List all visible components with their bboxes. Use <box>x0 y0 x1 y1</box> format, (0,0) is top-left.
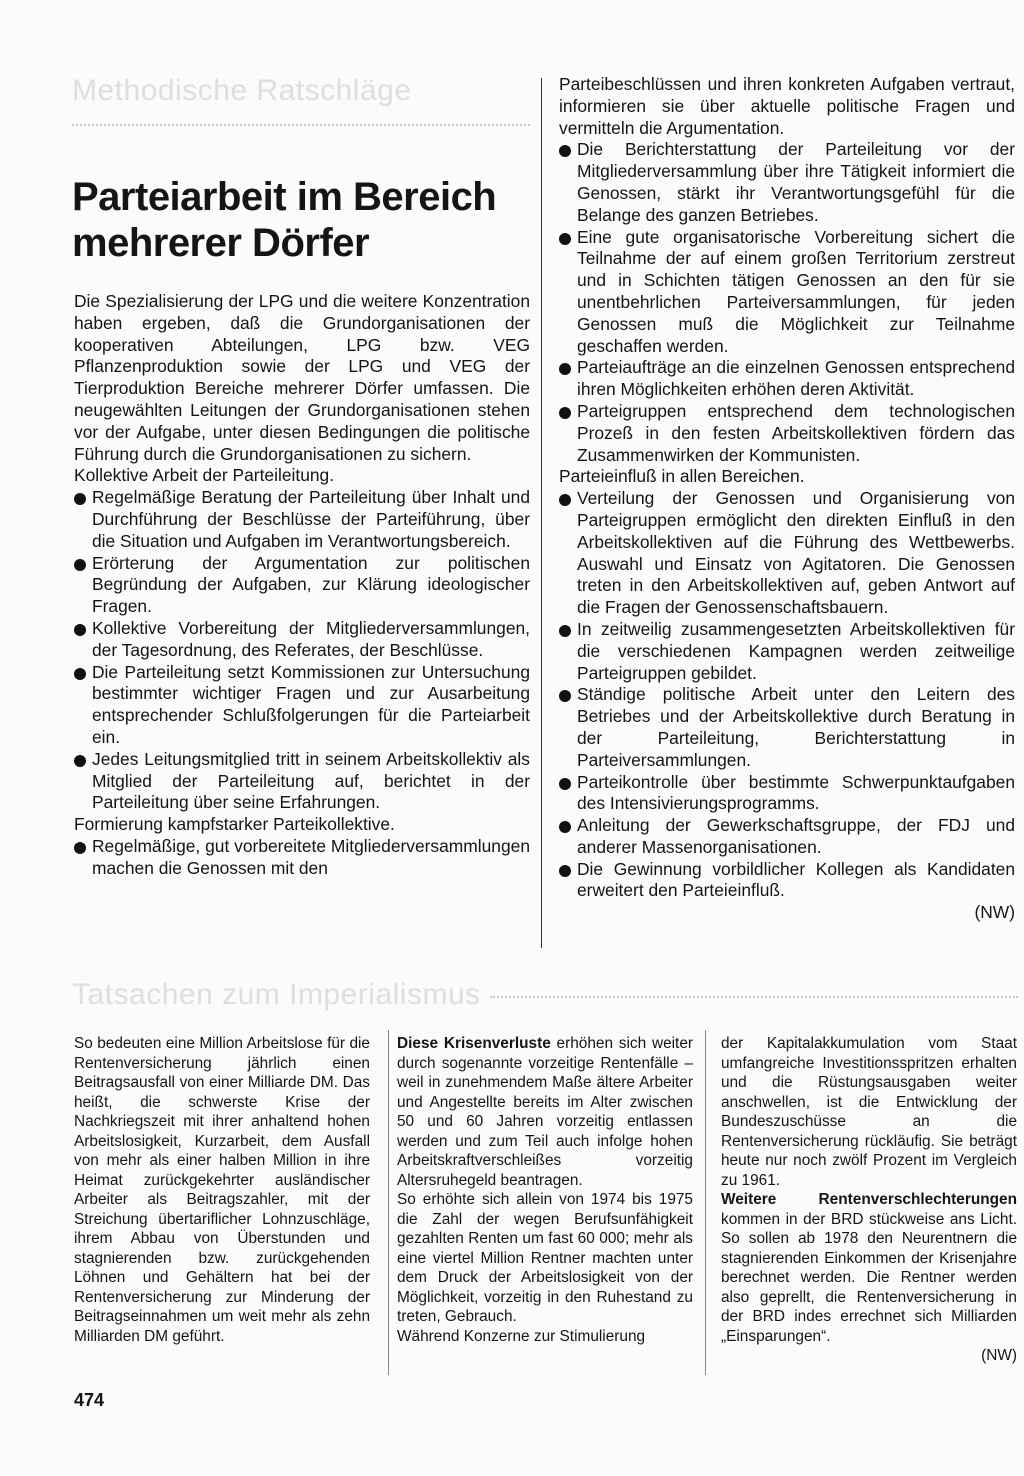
bullet-text: Jedes Leitungsmitglied tritt in seinem Arbeitskollektiv als Mitglied der Parteileitung auf, berichtet in der Parteileitung über seine Erfahrungen. <box>92 748 530 813</box>
paragraph: Formierung kampfstarker Parteikollektive. <box>74 814 395 835</box>
paragraph <box>721 1034 1017 1190</box>
author-signature: (NW) <box>981 1347 1017 1364</box>
paragraph-text: Während Konzerne zur Stimulierung <box>397 1327 646 1345</box>
lead-in: Weitere Rentenverschlechterungen <box>721 1191 1017 1208</box>
bullet-icon <box>559 865 571 877</box>
bullet-item <box>74 749 530 814</box>
bullet-item <box>559 772 1015 816</box>
bullet-icon <box>559 778 571 790</box>
paragraph <box>721 1190 1017 1366</box>
bullet-text: Parteikontrolle über bestimmte Schwerpunktaufgaben des Intensivierungsprogramms. <box>577 771 1015 814</box>
bullet-text: Anleitung der Gewerkschaftsgruppe, der FDJ und anderer Massenorganisationen. <box>577 815 1015 857</box>
paragraph <box>397 1190 693 1327</box>
bullet-text: Parteigruppen entsprechend dem technologischen Prozeß in den festen Arbeitskollektiven fördern das Zusammenwirken der Kommunisten. <box>577 400 1015 465</box>
bullet-item <box>559 139 1015 226</box>
bullet-item <box>559 619 1015 684</box>
bullet-icon <box>74 624 86 636</box>
bullet-item <box>559 859 1015 924</box>
header-dotted-rule <box>72 124 530 126</box>
article-title: Parteiarbeit im Bereich mehrerer Dörfer <box>72 175 497 265</box>
bullet-text: Regelmäßige, gut vorbereitete Mitgliederversammlungen machen die Genossen mit den <box>92 835 530 878</box>
bullet-item <box>74 662 530 749</box>
article-right-column <box>559 74 1015 924</box>
bullet-item <box>74 553 530 618</box>
facts-column-2 <box>397 1034 693 1346</box>
section-header-tatsachen: Tatsachen zum Imperialismus <box>72 978 481 1011</box>
bullet-item <box>559 401 1015 466</box>
paragraph: Parteieinfluß in allen Bereichen. <box>559 466 805 487</box>
bullet-icon <box>559 145 571 157</box>
paragraph-text: erhöhen sich weiter durch sogenannte vorzeitige Rentenfälle – weil in zunehmendem Maße ältere Arbeiter und Angestellte bereits im Alter zwischen 50 und 60 Jahren vorzeitig entlassen werden und zum Teil auch infolge hohen Arbeitskraftverschleißes vorzeitig Altersruhegeld beantragen. <box>397 1035 694 1189</box>
column-divider <box>705 1030 706 1375</box>
bullet-text: Die Gewinnung vorbildlicher Kollegen als Kandidaten erweitert den Parteieinfluß. <box>577 858 1015 901</box>
bullet-text: Ständige politische Arbeit unter den Leitern des Betriebes und der Arbeitskollektive durch Beratung in der Parteileitung, Berichterstattung in Parteiversammlungen. <box>577 684 1015 770</box>
bullet-item <box>74 487 530 552</box>
paragraph-text: der Kapitalakkumulation vom Staat umfangreiche Investitionsspritzen erhalten und die Rüstungsausgaben weiter anschwellen, ist die Entwicklung der Bundeszuschüsse an die Rentenversicherung rückläufig. Sie beträgt heute nur noch zwölf Prozent im Vergleich zu 1961. <box>721 1035 1017 1189</box>
paragraph: Die Spezialisierung der LPG und die weitere Konzentration haben ergeben, daß die Grundorganisationen der kooperativen Abteilungen, LPG bzw. VEG Pflanzenproduktion sowie der LPG und VEG der Tierproduktion Bereiche mehrerer Dörfer umfassen. Die neugewählten Leitungen der Grundorganisationen stehen vor der Aufgabe, unter diesen Bedingungen die politische Führung durch die Grundorganisationen zu sichern. <box>74 291 530 464</box>
bullet-item <box>74 836 530 880</box>
bullet-icon <box>74 559 86 571</box>
author-signature: (NW) <box>974 902 1015 923</box>
paragraph: Kollektive Arbeit der Parteileitung. <box>74 465 335 486</box>
bullet-icon <box>559 233 571 245</box>
column-divider <box>388 1030 389 1375</box>
bullet-text: Die Berichterstattung der Parteileitung vor der Mitgliederversammlung über ihre Tätigkeit informiert die Genossen, stärkt ihr Verantwortungsgefühl für die Belange des ganzen Betriebes. <box>577 139 1015 225</box>
bullet-text: In zeitweilig zusammengesetzten Arbeitskollektiven für die verschiedenen Kampagnen werden zeitweilige Parteigruppen gebildet. <box>577 618 1015 683</box>
bullet-text: Parteiaufträge an die einzelnen Genossen entsprechend ihren Möglichkeiten erhöhen deren Aktivität. <box>577 357 1015 400</box>
paragraph <box>397 1034 693 1190</box>
bullet-icon <box>559 821 571 833</box>
bullet-item <box>74 618 530 662</box>
paragraph <box>397 1327 693 1347</box>
bullet-item <box>559 357 1015 401</box>
bullet-icon <box>74 842 86 854</box>
bullet-item <box>559 227 1015 358</box>
bullet-icon <box>559 363 571 375</box>
bullet-item <box>559 815 1015 859</box>
bullet-text: Verteilung der Genossen und Organisierung von Parteigruppen ermöglicht den direkten Einfluß in den Arbeitskollektiven auf die Führung des Wettbewerbs. Auswahl und Einsatz von Agitatoren. Die Genossen treten in den Arbeitskollektiven auf, geben Antwort auf die Fragen der Genossenschaftsbauern. <box>577 488 1015 618</box>
bullet-icon <box>74 668 86 680</box>
bullet-text: Regelmäßige Beratung der Parteileitung über Inhalt und Durchführung der Beschlüsse der Parteiführung, über die Situation und Aufgaben im Verantwortungsbereich. <box>92 487 530 551</box>
bullet-icon <box>559 625 571 637</box>
paragraph-text: kommen in der BRD stückweise ans Licht. So sollen ab 1978 den Neurentnern die stagnierenden Einkommen der Krisenjahre berechnet werden. Die Rentner werden also geprellt, die Rentenversicherung in der BRD indes errechnet sich Milliarden „Einsparungen“. <box>721 1210 1017 1345</box>
bullet-item <box>559 684 1015 771</box>
page-number: 474 <box>74 1390 105 1410</box>
paragraph-text: So erhöhte sich allein von 1974 bis 1975 die Zahl der wegen Berufsunfähigkeit gezahlten Renten um fast 60 000; mehr als eine viertel Million Rentner machten unter dem Druck der Arbeitslosigkeit von der Möglichkeit, vorzeitig in den Ruhestand zu treten, Gebrauch. <box>397 1191 693 1325</box>
bullet-icon <box>74 755 86 767</box>
bullet-text: Erörterung der Argumentation zur politischen Begründung der Aufgaben, zur Klärung ideologischer Fragen. <box>92 552 530 617</box>
bullet-text: Die Parteileitung setzt Kommissionen zur Untersuchung bestimmter wichtiger Fragen und zur Ausarbeitung entsprechender Schlußfolgerungen für die Parteiarbeit ein. <box>92 661 530 747</box>
paragraph-text: So bedeuten eine Million Arbeitslose für die Rentenversicherung jährlich einen Beitragsausfall von einer Milliarde DM. Das heißt, die schwerste Krise der Nachkriegszeit mit ihrer anhaltend hohen Arbeitslosigkeit, Kurzarbeit, dem Ausfall von mehr als einer halben Million in ihre Heimat zurückgekehrter ausländischer Arbeiter als Beitragszahler, mit der Streichung übertariflicher Lohnzuschläge, ihrem Abbau von Überstunden und stagnierenden bzw. zurückgehenden Löhnen und Gehältern hat bei der Rentenversicherung zur Minderung der Beitragseinnahmen um weit mehr als zehn Milliarden DM geführt. <box>74 1035 370 1345</box>
column-divider <box>541 78 542 948</box>
header-dotted-rule <box>490 996 1018 998</box>
facts-column-1 <box>74 1034 370 1346</box>
paragraph <box>74 1034 370 1346</box>
lead-in: Diese Krisenverluste <box>397 1035 551 1052</box>
facts-column-3 <box>721 1034 1017 1366</box>
bullet-item <box>559 488 1015 619</box>
section-header-methodische: Methodische Ratschläge <box>72 74 412 107</box>
bullet-icon <box>559 690 571 702</box>
bullet-icon <box>559 494 571 506</box>
bullet-icon <box>74 493 86 505</box>
bullet-text: Eine gute organisatorische Vorbereitung sichert die Teilnahme der auf einem großen Territorium zerstreut und in Schichten tätigen Genossen an den für sie unentbehrlichen Parteiversammlungen, für jeden Genossen muß die Möglichkeit zur Teilnahme geschaffen werden. <box>577 226 1015 356</box>
article-left-column <box>74 291 530 880</box>
paragraph: Parteibeschlüssen und ihren konkreten Aufgaben vertraut, informieren sie über aktuelle politische Fragen und vermitteln die Argumentation. <box>559 74 1015 138</box>
bullet-text: Kollektive Vorbereitung der Mitgliederversammlungen, der Tagesordnung, des Referates, der Beschlüsse. <box>92 617 530 660</box>
bullet-icon <box>559 407 571 419</box>
